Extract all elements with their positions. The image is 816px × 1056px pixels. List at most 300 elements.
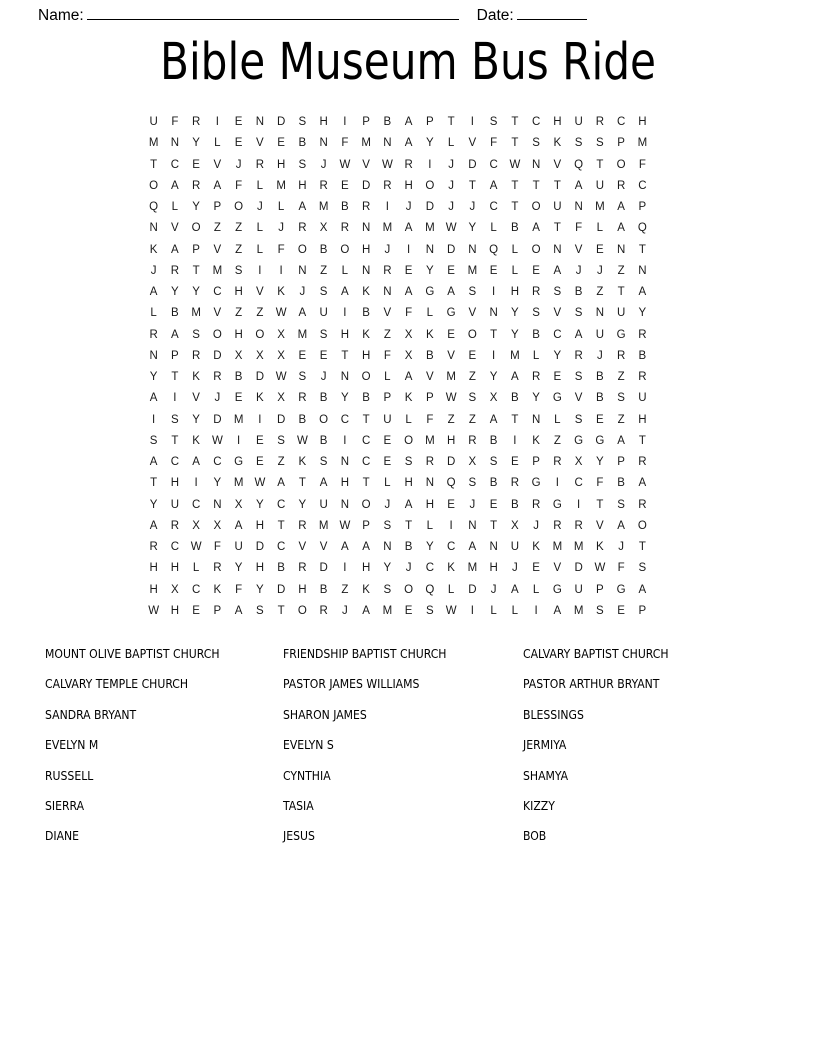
grid-cell: Z (383, 328, 391, 341)
grid-cell: P (213, 604, 222, 617)
grid-cell: N (361, 222, 371, 235)
grid-cell: B (511, 498, 519, 511)
grid-cell: B (319, 434, 328, 447)
grid-cell: E (234, 137, 243, 150)
grid-cell: A (404, 137, 413, 150)
grid-cell: J (448, 201, 454, 213)
grid-cell: V (447, 349, 455, 362)
grid-cell: A (404, 498, 413, 511)
grid-cell: L (256, 243, 264, 256)
grid-cell: J (320, 371, 327, 383)
grid-cell: Y (426, 541, 434, 553)
grid-cell: Y (298, 498, 307, 511)
grid-cell: Z (468, 371, 476, 383)
grid-cell: A (404, 222, 413, 235)
grid-cell: Y (468, 222, 477, 235)
grid-cell: C (276, 498, 286, 511)
grid-cell: T (490, 519, 498, 532)
grid-cell: N (489, 541, 498, 553)
grid-cell: T (511, 179, 519, 192)
grid-cell: M (233, 413, 244, 426)
grid-cell: G (574, 434, 584, 447)
grid-cell: I (534, 604, 538, 617)
grid-cell: N (531, 413, 541, 426)
grid-cell: R (149, 541, 158, 553)
grid-cell: H (255, 562, 265, 575)
grid-cell: M (446, 371, 456, 383)
grid-cell: N (468, 243, 477, 256)
grid-cell: G (595, 434, 605, 447)
grid-cell: G (234, 456, 244, 468)
grid-cell: K (362, 583, 370, 596)
grid-cell: X (319, 222, 328, 235)
grid-cell: A (341, 286, 349, 298)
grid-cell: S (574, 137, 583, 150)
grid-cell: W (594, 562, 606, 575)
grid-cell: R (510, 477, 520, 490)
grid-cell: T (490, 328, 498, 341)
grid-cell: O (361, 371, 371, 383)
word-search-grid (143, 112, 653, 622)
worksheet-header (0, 0, 816, 30)
grid-cell: R (170, 519, 180, 532)
grid-cell: N (489, 307, 498, 320)
grid-cell: T (511, 137, 519, 150)
grid-cell: E (341, 179, 349, 192)
grid-cell: W (509, 158, 521, 171)
grid-cell: L (532, 349, 540, 362)
grid-cell: S (298, 371, 307, 383)
grid-cell: A (638, 286, 647, 298)
grid-cell: T (617, 286, 625, 298)
grid-cell: L (426, 519, 434, 532)
grid-cell: E (234, 116, 243, 128)
grid-cell: Z (617, 413, 625, 426)
grid-cell: J (214, 392, 221, 405)
grid-cell: V (298, 541, 307, 553)
name-write-in-line[interactable] (87, 6, 459, 20)
grid-cell: H (170, 562, 180, 575)
grid-cell: I (428, 158, 432, 171)
grid-cell: T (405, 519, 413, 532)
grid-cell: R (616, 349, 626, 362)
grid-cell: E (256, 434, 264, 447)
grid-cell: M (361, 137, 371, 150)
grid-cell: R (319, 604, 328, 617)
grid-cell: I (470, 604, 474, 617)
grid-cell: S (638, 562, 647, 575)
grid-cell: S (319, 328, 328, 341)
grid-cell: J (405, 201, 412, 213)
grid-cell: N (340, 456, 350, 468)
grid-cell: A (298, 307, 307, 320)
grid-cell: H (361, 562, 371, 575)
grid-cell: C (361, 434, 371, 447)
grid-cell: D (425, 201, 435, 213)
grid-cell: N (361, 264, 371, 277)
grid-cell: B (298, 137, 307, 150)
grid-cell: S (171, 413, 179, 426)
grid-cell: C (489, 201, 498, 213)
grid-cell: G (552, 583, 562, 596)
grid-cell: N (383, 137, 392, 150)
grid-cell: Y (192, 137, 200, 150)
grid-cell: W (211, 434, 223, 447)
grid-cell: R (404, 158, 413, 171)
grid-cell: Y (596, 456, 604, 468)
grid-cell: M (191, 307, 201, 320)
grid-cell: J (384, 243, 391, 256)
grid-cell: H (255, 519, 265, 532)
grid-cell: M (382, 604, 393, 617)
grid-cell: T (447, 116, 455, 128)
grid-cell: J (469, 498, 476, 511)
grid-cell: M (233, 477, 244, 490)
grid-cell: R (298, 519, 307, 532)
grid-cell: L (384, 371, 391, 383)
grid-cell: X (489, 392, 498, 405)
grid-cell: B (383, 116, 392, 128)
grid-cell: K (404, 392, 413, 405)
grid-cell: T (277, 604, 285, 617)
grid-cell: H (361, 349, 371, 362)
grid-cell: T (511, 116, 519, 128)
grid-cell: B (426, 349, 434, 362)
grid-cell: F (596, 477, 604, 490)
grid-cell: W (275, 371, 287, 383)
grid-cell: B (234, 371, 243, 383)
grid-cell: X (511, 519, 519, 532)
grid-cell: V (574, 392, 583, 405)
grid-cell: A (171, 243, 179, 256)
grid-cell: L (214, 137, 221, 150)
grid-cell: C (340, 413, 350, 426)
grid-cell: A (638, 583, 647, 596)
grid-cell: Y (213, 477, 222, 490)
grid-cell: L (256, 222, 264, 235)
word-list-item: BOB (523, 828, 547, 844)
grid-cell: A (574, 179, 583, 192)
grid-cell: K (192, 371, 200, 383)
grid-cell: R (574, 519, 583, 532)
grid-cell: D (276, 116, 286, 128)
grid-cell: A (511, 371, 519, 383)
grid-cell: X (256, 349, 264, 362)
grid-cell: R (638, 498, 647, 511)
grid-cell: V (256, 137, 264, 150)
grid-cell: L (447, 137, 455, 150)
grid-cell: E (298, 349, 307, 362)
grid-cell: F (617, 562, 625, 575)
grid-cell: R (213, 371, 222, 383)
grid-cell: V (362, 158, 370, 171)
grid-cell: P (596, 583, 604, 596)
grid-cell: K (532, 541, 540, 553)
word-list-item: DIANE (45, 828, 80, 844)
grid-cell: S (468, 392, 477, 405)
grid-cell: P (617, 456, 625, 468)
grid-cell: W (381, 158, 393, 171)
grid-cell: J (448, 179, 454, 192)
word-list (45, 639, 765, 852)
grid-cell: S (489, 116, 498, 128)
date-write-in-line[interactable] (517, 6, 587, 20)
grid-cell: S (277, 434, 285, 447)
grid-cell: A (149, 519, 158, 532)
grid-cell: E (511, 456, 519, 468)
word-list-item: CYNTHIA (283, 767, 331, 783)
grid-cell: F (171, 116, 179, 128)
grid-cell: G (552, 498, 562, 511)
grid-cell: C (553, 328, 562, 341)
grid-cell: A (404, 116, 413, 128)
grid-cell: P (426, 392, 434, 405)
grid-cell: M (467, 562, 478, 575)
grid-cell: O (531, 243, 541, 256)
grid-cell: T (362, 477, 370, 490)
grid-cell: S (574, 371, 583, 383)
grid-cell: M (595, 201, 605, 213)
grid-cell: L (490, 222, 497, 235)
grid-cell: B (617, 477, 625, 490)
grid-cell: S (319, 286, 328, 298)
grid-cell: T (553, 179, 561, 192)
grid-cell: A (171, 179, 179, 192)
grid-cell: B (362, 392, 370, 405)
grid-cell: Q (574, 158, 584, 171)
grid-cell: X (213, 519, 222, 532)
grid-cell: V (468, 137, 477, 150)
grid-cell: H (489, 562, 498, 575)
grid-cell: J (384, 498, 391, 511)
grid-cell: I (470, 116, 474, 128)
grid-cell: A (553, 264, 562, 277)
grid-cell: I (492, 286, 496, 298)
grid-cell: T (171, 434, 179, 447)
grid-cell: Z (447, 413, 455, 426)
grid-cell: V (574, 243, 583, 256)
grid-cell: N (170, 137, 180, 150)
grid-cell: K (149, 243, 158, 256)
grid-cell: I (215, 116, 219, 128)
word-list-item: PASTOR ARTHUR BRYANT (523, 676, 660, 692)
grid-cell: B (489, 434, 498, 447)
grid-cell: U (595, 328, 605, 341)
grid-cell: C (638, 179, 647, 192)
grid-cell: H (149, 583, 158, 596)
grid-cell: A (192, 456, 200, 468)
grid-cell: X (277, 392, 285, 405)
grid-cell: A (553, 604, 562, 617)
grid-cell: E (383, 456, 392, 468)
grid-cell: P (362, 116, 370, 128)
grid-cell: I (173, 392, 177, 405)
grid-cell: J (490, 583, 497, 596)
grid-cell: Y (192, 286, 200, 298)
grid-cell: K (596, 541, 604, 553)
grid-cell: M (318, 201, 329, 213)
grid-cell: O (319, 413, 329, 426)
grid-cell: I (407, 243, 411, 256)
grid-cell: A (149, 392, 158, 405)
grid-cell: O (616, 158, 626, 171)
grid-cell: Z (596, 286, 604, 298)
grid-cell: U (553, 201, 562, 213)
grid-cell: N (531, 158, 541, 171)
grid-cell: V (213, 307, 222, 320)
grid-cell: I (385, 201, 389, 213)
grid-cell: R (298, 392, 307, 405)
grid-cell: R (531, 371, 541, 383)
grid-cell: I (258, 413, 262, 426)
grid-cell: S (468, 286, 477, 298)
grid-cell: I (449, 519, 453, 532)
grid-cell: I (513, 434, 517, 447)
grid-cell: L (426, 307, 434, 320)
grid-cell: T (298, 477, 306, 490)
word-list-item: CALVARY TEMPLE CHURCH (45, 676, 189, 692)
grid-cell: D (574, 562, 583, 575)
grid-cell: O (361, 498, 371, 511)
grid-cell: K (532, 434, 540, 447)
grid-cell: J (597, 349, 603, 362)
grid-cell: W (445, 604, 457, 617)
word-list-item: SHARON JAMES (283, 706, 367, 722)
grid-cell: R (531, 286, 541, 298)
grid-cell: C (425, 562, 435, 575)
grid-cell: N (574, 201, 583, 213)
grid-cell: A (171, 328, 179, 341)
grid-cell: N (255, 116, 265, 128)
grid-cell: C (213, 456, 222, 468)
grid-cell: S (532, 137, 540, 150)
grid-cell: H (149, 562, 158, 575)
grid-cell: H (510, 286, 520, 298)
grid-cell: Z (617, 371, 625, 383)
grid-cell: R (361, 201, 371, 213)
grid-cell: H (170, 477, 180, 490)
grid-cell: H (319, 116, 328, 128)
grid-cell: R (468, 434, 477, 447)
grid-cell: C (213, 286, 222, 298)
grid-cell: W (445, 222, 457, 235)
grid-cell: T (596, 158, 604, 171)
grid-cell: H (638, 413, 647, 426)
grid-cell: E (617, 604, 625, 617)
grid-cell: O (297, 604, 307, 617)
grid-cell: R (616, 179, 626, 192)
grid-cell: B (319, 392, 328, 405)
grid-cell: C (446, 541, 456, 553)
grid-cell: R (170, 264, 180, 277)
grid-cell: K (447, 562, 455, 575)
grid-cell: Q (489, 243, 499, 256)
grid-cell: D (276, 583, 286, 596)
grid-cell: S (256, 604, 264, 617)
grid-cell: A (149, 456, 158, 468)
grid-cell: P (383, 392, 392, 405)
grid-cell: R (213, 562, 222, 575)
grid-cell: S (489, 456, 498, 468)
grid-cell: T (553, 222, 561, 235)
grid-cell: D (446, 456, 456, 468)
grid-cell: L (150, 307, 157, 320)
grid-cell: D (276, 413, 286, 426)
grid-cell: C (489, 158, 498, 171)
grid-cell: R (383, 264, 392, 277)
grid-cell: S (617, 498, 625, 511)
grid-cell: E (532, 264, 540, 277)
grid-cell: B (489, 477, 498, 490)
grid-cell: R (638, 456, 647, 468)
grid-cell: U (319, 307, 328, 320)
grid-cell: U (574, 583, 583, 596)
grid-cell: C (191, 498, 201, 511)
grid-cell: B (574, 286, 583, 298)
grid-cell: C (616, 116, 626, 128)
grid-cell: L (511, 264, 519, 277)
grid-cell: J (278, 222, 284, 235)
grid-cell: M (318, 519, 329, 532)
grid-cell: A (213, 179, 222, 192)
grid-cell: I (343, 307, 347, 320)
grid-cell: I (555, 477, 559, 490)
grid-cell: B (319, 583, 328, 596)
grid-cell: R (149, 328, 158, 341)
grid-cell: A (489, 413, 498, 426)
word-list-item: SANDRA BRYANT (45, 706, 137, 722)
grid-cell: F (490, 137, 498, 150)
grid-cell: J (235, 158, 242, 171)
grid-cell: G (531, 477, 541, 490)
grid-cell: D (361, 179, 371, 192)
grid-cell: T (511, 201, 519, 213)
word-list-item: SIERRA (45, 797, 85, 813)
grid-cell: H (340, 328, 350, 341)
grid-cell: E (489, 264, 498, 277)
grid-cell: V (553, 562, 562, 575)
grid-cell: R (383, 179, 392, 192)
grid-cell: H (298, 583, 307, 596)
grid-cell: T (341, 349, 349, 362)
grid-cell: F (213, 541, 221, 553)
grid-cell: H (234, 286, 243, 298)
grid-cell: S (192, 328, 200, 341)
grid-cell: R (298, 562, 307, 575)
grid-cell: D (255, 541, 265, 553)
word-list-item: TASIA (283, 797, 314, 813)
grid-cell: E (256, 456, 264, 468)
grid-cell: Y (192, 413, 200, 426)
grid-cell: Y (489, 371, 498, 383)
grid-cell: L (405, 413, 412, 426)
grid-cell: F (405, 307, 413, 320)
grid-cell: S (574, 413, 583, 426)
grid-cell: T (638, 434, 646, 447)
grid-cell: B (171, 307, 179, 320)
grid-cell: C (361, 456, 371, 468)
grid-cell: Y (256, 583, 264, 596)
grid-cell: N (213, 498, 222, 511)
grid-cell: L (277, 201, 285, 213)
word-list-item: JESUS (283, 828, 315, 844)
grid-cell: S (298, 116, 307, 128)
grid-cell: S (574, 307, 583, 320)
grid-cell: A (319, 477, 328, 490)
grid-cell: S (553, 286, 562, 298)
grid-cell: S (596, 604, 604, 617)
grid-cell: J (448, 158, 454, 171)
